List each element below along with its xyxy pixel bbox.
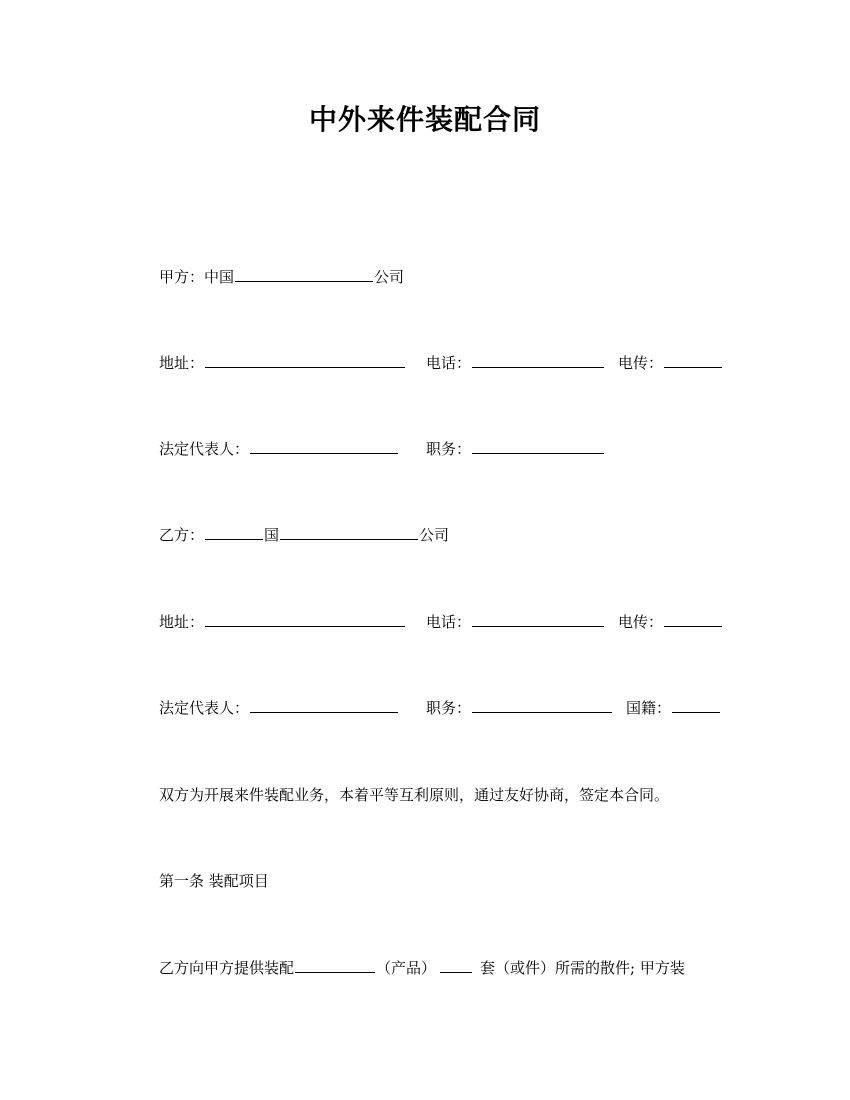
party-b-fax-blank[interactable]	[664, 612, 722, 627]
party-a-fax-label: 电传：	[618, 354, 664, 372]
party-b-nationality-blank[interactable]	[672, 698, 720, 713]
party-b-fax-line	[618, 611, 723, 633]
party-a-rep-line	[159, 438, 399, 460]
party-b-phone-label: 电话：	[426, 613, 472, 631]
party-b-line	[159, 524, 449, 546]
party-a-suffix: 公司	[374, 268, 405, 286]
article-1-text-part2: （产品）	[376, 959, 437, 977]
party-a-position-blank[interactable]	[472, 439, 604, 454]
party-b-country-blank[interactable]	[205, 525, 263, 540]
party-a-rep-label: 法定代表人：	[159, 440, 250, 458]
party-b-label: 乙方：	[159, 526, 205, 544]
party-a-position-line	[426, 438, 605, 460]
party-b-phone-line	[426, 611, 605, 633]
party-b-address-blank[interactable]	[205, 612, 405, 627]
party-b-country-suffix: 国	[264, 526, 280, 544]
article-1-text-part1: 乙方向甲方提供装配	[159, 959, 295, 977]
party-b-suffix: 公司	[419, 526, 450, 544]
party-b-position-label: 职务：	[426, 699, 472, 717]
party-b-nationality-label: 国籍：	[626, 699, 672, 717]
party-a-line	[159, 266, 404, 288]
party-b-nationality-line	[626, 697, 721, 719]
party-a-address-line	[159, 352, 406, 374]
article-1-product-blank[interactable]	[295, 958, 375, 973]
party-b-company-blank[interactable]	[280, 525, 418, 540]
party-b-rep-label: 法定代表人：	[159, 699, 250, 717]
party-a-phone-label: 电话：	[426, 354, 472, 372]
article-1-heading: 第一条 装配项目	[159, 872, 269, 890]
article-1-text	[159, 957, 685, 979]
party-b-rep-line	[159, 697, 399, 719]
party-b-fax-label: 电传：	[618, 613, 664, 631]
party-b-phone-blank[interactable]	[472, 612, 604, 627]
party-a-address-label: 地址：	[159, 354, 205, 372]
party-b-position-line	[426, 697, 613, 719]
party-b-address-line	[159, 611, 406, 633]
party-a-phone-blank[interactable]	[472, 353, 604, 368]
party-b-rep-blank[interactable]	[250, 698, 398, 713]
party-b-address-label: 地址：	[159, 613, 205, 631]
article-1-text-part3: 套（或件）所需的散件; 甲方装	[480, 959, 685, 977]
party-a-position-label: 职务：	[426, 440, 472, 458]
party-a-company-blank[interactable]	[235, 267, 373, 282]
intro-paragraph: 双方为开展来件装配业务，本着平等互利原则，通过友好协商，签定本合同。	[159, 786, 670, 804]
article-1-quantity-blank[interactable]	[440, 958, 472, 973]
party-b-position-blank[interactable]	[472, 698, 612, 713]
party-a-address-blank[interactable]	[205, 353, 405, 368]
party-a-label: 甲方：中国	[159, 268, 235, 286]
party-a-fax-line	[618, 352, 723, 374]
party-a-rep-blank[interactable]	[250, 439, 398, 454]
party-a-phone-line	[426, 352, 605, 374]
party-a-fax-blank[interactable]	[664, 353, 722, 368]
document-title: 中外来件装配合同	[308, 103, 541, 136]
